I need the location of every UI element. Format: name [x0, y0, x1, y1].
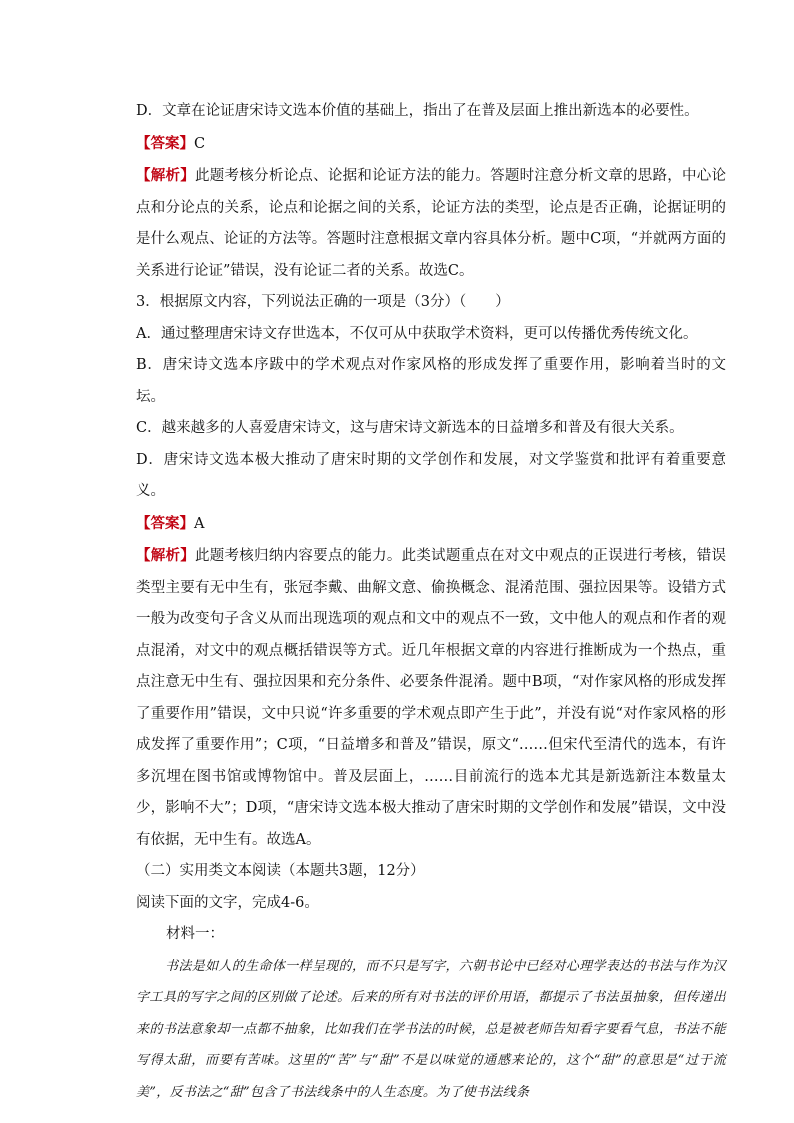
explanation-tag: 【解析】: [136, 547, 196, 564]
answer-value: A: [194, 515, 205, 532]
material-title: 材料一：: [166, 926, 224, 942]
option-d-q3: D．唐宋诗文选本极大推动了唐宋时期的文学创作和发展，对文学鉴赏和批评有着重要意义。: [136, 451, 726, 499]
material-text: 书法是如人的生命体一样呈现的，而不只是写字，六朝书论中已经对心理学表达的书法与作为汉字工具的写字之间的区别做了论述。后来的所有对书法的评价用语，都提示了书法虽抽象，但传递出来的书法意象却一点都不抽象，比如我们在学书法的时候，总是被老师告知看字要看气息，书法不能写得太甜，而要有苦味。这里的“苦”与“甜”不是以味觉的通感来论的，这个“甜”的意思是“过于流美”，反书法之“甜”包含了书法线条中的人生态度。为了使书法线条: [136, 958, 726, 1100]
answer-tag: 【答案】: [136, 514, 194, 532]
option-b-q3: B．唐宋诗文选本序跋中的学术观点对作家风格的形成发挥了重要作用，影响着当时的文坛。: [136, 357, 726, 405]
option-a-q3: A．通过整理唐宋诗文存世选本，不仅可从中获取学术资料，更可以传播优秀传统文化。: [136, 325, 698, 342]
section-heading: （二）实用类文本阅读（本题共3题，12分）: [136, 863, 425, 879]
explanation-2: [136, 540, 726, 856]
document-page: [136, 96, 726, 1108]
explanation-1: [136, 160, 726, 287]
answer-line-1: [136, 128, 726, 161]
explanation-text: 此题考核归纳内容要点的能力。此类试题重点在对文中观点的正误进行考核，错误类型主要有无中生有，张冠李戴、曲解文意、偷换概念、混淆范围、强拉因果等。设错方式一般为改变句子含义从而出现选项的观点和文中的观点不一致，文中他人的观点和作者的观点混淆，对文中的观点概括错误等方式。近几年根据文章的内容进行推断成为一个热点，重点注意无中生有、强拉因果和充分条件、必要条件混淆。题中B项，“对作家风格的形成发挥了重要作用”错误，文中只说“许多重要的学术观点即产生于此”，并没有说“对作家风格的形成发挥了重要作用”；C项，“日益增多和普及”错误，原文“……但宋代至清代的选本，有许多沉埋在图书馆或博物馆中。普及层面上，……目前流行的选本尤其是新选新注本数量太少，影响不大”；D项，“唐宋诗文选本极大推动了唐宋时期的文学创作和发展”错误，文中没有依据，无中生有。故选A。: [136, 548, 727, 848]
explanation-tag: 【解析】: [136, 167, 196, 184]
option-d-q2: D．文章在论证唐宋诗文选本价值的基础上，指出了在普及层面上推出新选本的必要性。: [136, 103, 699, 119]
answer-tag: 【答案】: [136, 134, 194, 152]
option-c-q3: C．越来越多的人喜爱唐宋诗文，这与唐宋诗文新选本的日益增多和普及有很大关系。: [136, 420, 684, 436]
explanation-text: 此题考核分析论点、论据和论证方法的能力。答题时注意分析文章的思路，中心论点和分论点的关系，论点和论据之间的关系，论证方法的类型，论点是否正确，论据证明的是什么观点、论证的方法等。答题时注意根据文章内容具体分析。题中C项，“并就两方面的关系进行论证”错误，没有论证二者的关系。故选C。: [136, 168, 727, 279]
answer-line-2: [136, 508, 726, 541]
question-3: 3．根据原文内容，下列说法正确的一项是（3分）（ ）: [136, 294, 510, 310]
reading-instruction: 阅读下面的文字，完成4-6。: [136, 894, 319, 911]
answer-value: C: [194, 135, 206, 152]
